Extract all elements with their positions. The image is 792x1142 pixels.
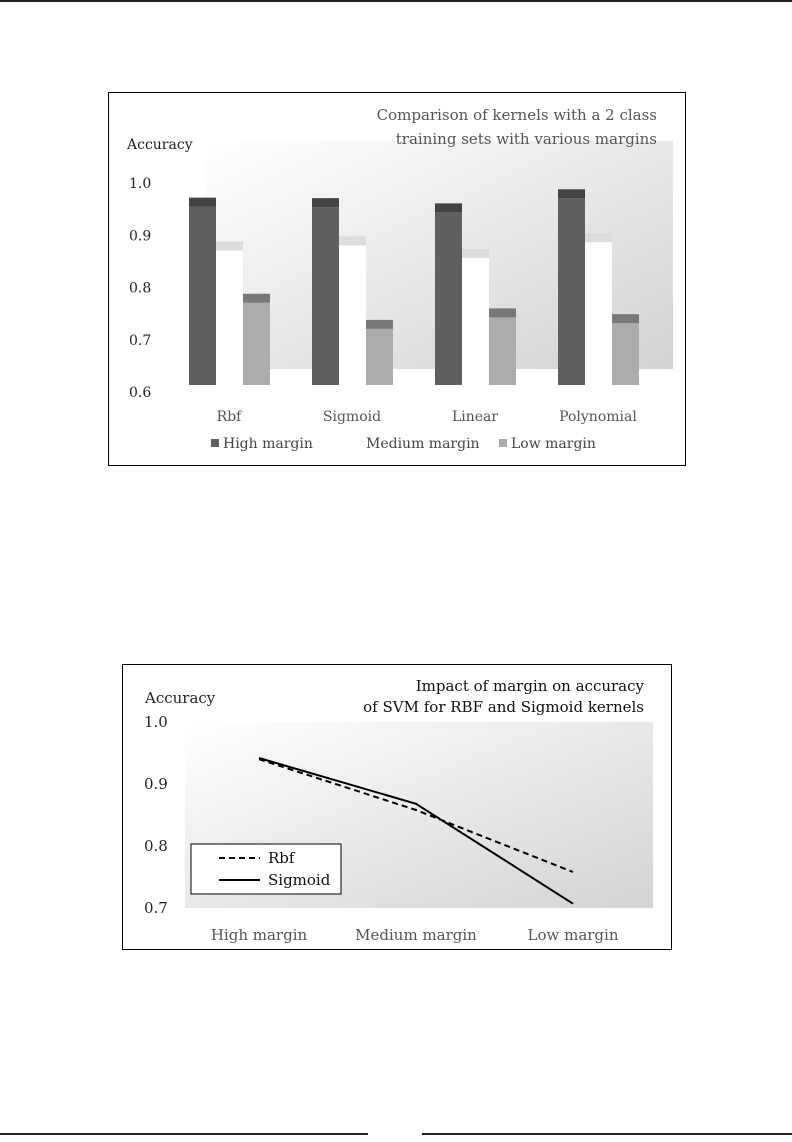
legend-label: High margin: [223, 436, 313, 452]
category-label: Rbf: [216, 409, 242, 425]
page-bottom-rule-left: [0, 1133, 368, 1135]
y-axis-label: Accuracy: [145, 689, 216, 707]
bar-low-margin-sigmoid: [366, 329, 393, 385]
bar-high-margin-sigmoid: [312, 207, 339, 385]
bar-chart-svg: [109, 93, 685, 465]
category-label: Polynomial: [559, 409, 637, 425]
bar-cap-high-margin-linear: [435, 203, 462, 212]
kernel-comparison-bar-chart: [108, 92, 686, 466]
line-chart-svg: [123, 665, 671, 949]
margin-impact-line-chart: [122, 664, 672, 950]
legend-swatch: [499, 439, 507, 447]
category-label: Low margin: [527, 926, 619, 944]
chart-title-line-1: Impact of margin on accuracy: [415, 677, 644, 695]
legend-label: Rbf: [268, 849, 295, 867]
bar-cap-low-margin-linear: [489, 308, 516, 317]
legend-label: Sigmoid: [268, 871, 331, 889]
y-tick-label: 0.9: [144, 775, 168, 793]
y-tick-label: 0.7: [144, 899, 168, 917]
y-tick-label: 1.0: [144, 713, 168, 731]
y-tick-label: 0.8: [129, 280, 152, 297]
bar-cap-low-margin-polynomial: [612, 314, 639, 323]
bar-low-margin-polynomial: [612, 323, 639, 385]
bar-cap-medium-margin-linear: [462, 249, 489, 258]
y-tick-label: 0.6: [129, 385, 152, 401]
chart-title-line-2: of SVM for RBF and Sigmoid kernels: [363, 698, 644, 716]
bar-high-margin-rbf: [189, 207, 216, 385]
bar-cap-medium-margin-sigmoid: [339, 236, 366, 245]
bar-low-margin-linear: [489, 317, 516, 385]
category-label: High margin: [210, 926, 308, 944]
bar-cap-high-margin-sigmoid: [312, 198, 339, 207]
bar-high-margin-linear: [435, 212, 462, 385]
bar-cap-low-margin-rbf: [243, 294, 270, 303]
chart-title-line-2: training sets with various margins: [395, 130, 657, 148]
page-top-rule: [0, 0, 792, 2]
legend-label: Medium margin: [366, 436, 480, 452]
y-tick-label: 0.8: [144, 837, 168, 855]
chart-title-line-1: Comparison of kernels with a 2 class: [376, 106, 657, 124]
bar-cap-high-margin-rbf: [189, 198, 216, 207]
bar-cap-medium-margin-polynomial: [585, 233, 612, 242]
y-tick-label: 0.7: [129, 332, 152, 349]
y-tick-label: 1.0: [129, 176, 152, 192]
bar-low-margin-rbf: [243, 303, 270, 385]
bar-medium-margin-polynomial: [585, 242, 612, 385]
y-axis-label: Accuracy: [127, 137, 193, 153]
category-label: Medium margin: [355, 926, 477, 944]
bar-medium-margin-sigmoid: [339, 245, 366, 385]
category-label: Sigmoid: [322, 409, 382, 425]
page-bottom-rule-right: [422, 1133, 792, 1135]
bar-medium-margin-rbf: [216, 251, 243, 385]
bar-high-margin-polynomial: [558, 198, 585, 385]
bar-cap-low-margin-sigmoid: [366, 320, 393, 329]
legend-label: Low margin: [511, 436, 596, 452]
legend-swatch: [211, 439, 219, 447]
bar-cap-high-margin-polynomial: [558, 189, 585, 198]
bar-medium-margin-linear: [462, 258, 489, 385]
category-label: Linear: [451, 409, 499, 425]
y-tick-label: 0.9: [129, 228, 152, 245]
bar-cap-medium-margin-rbf: [216, 242, 243, 251]
